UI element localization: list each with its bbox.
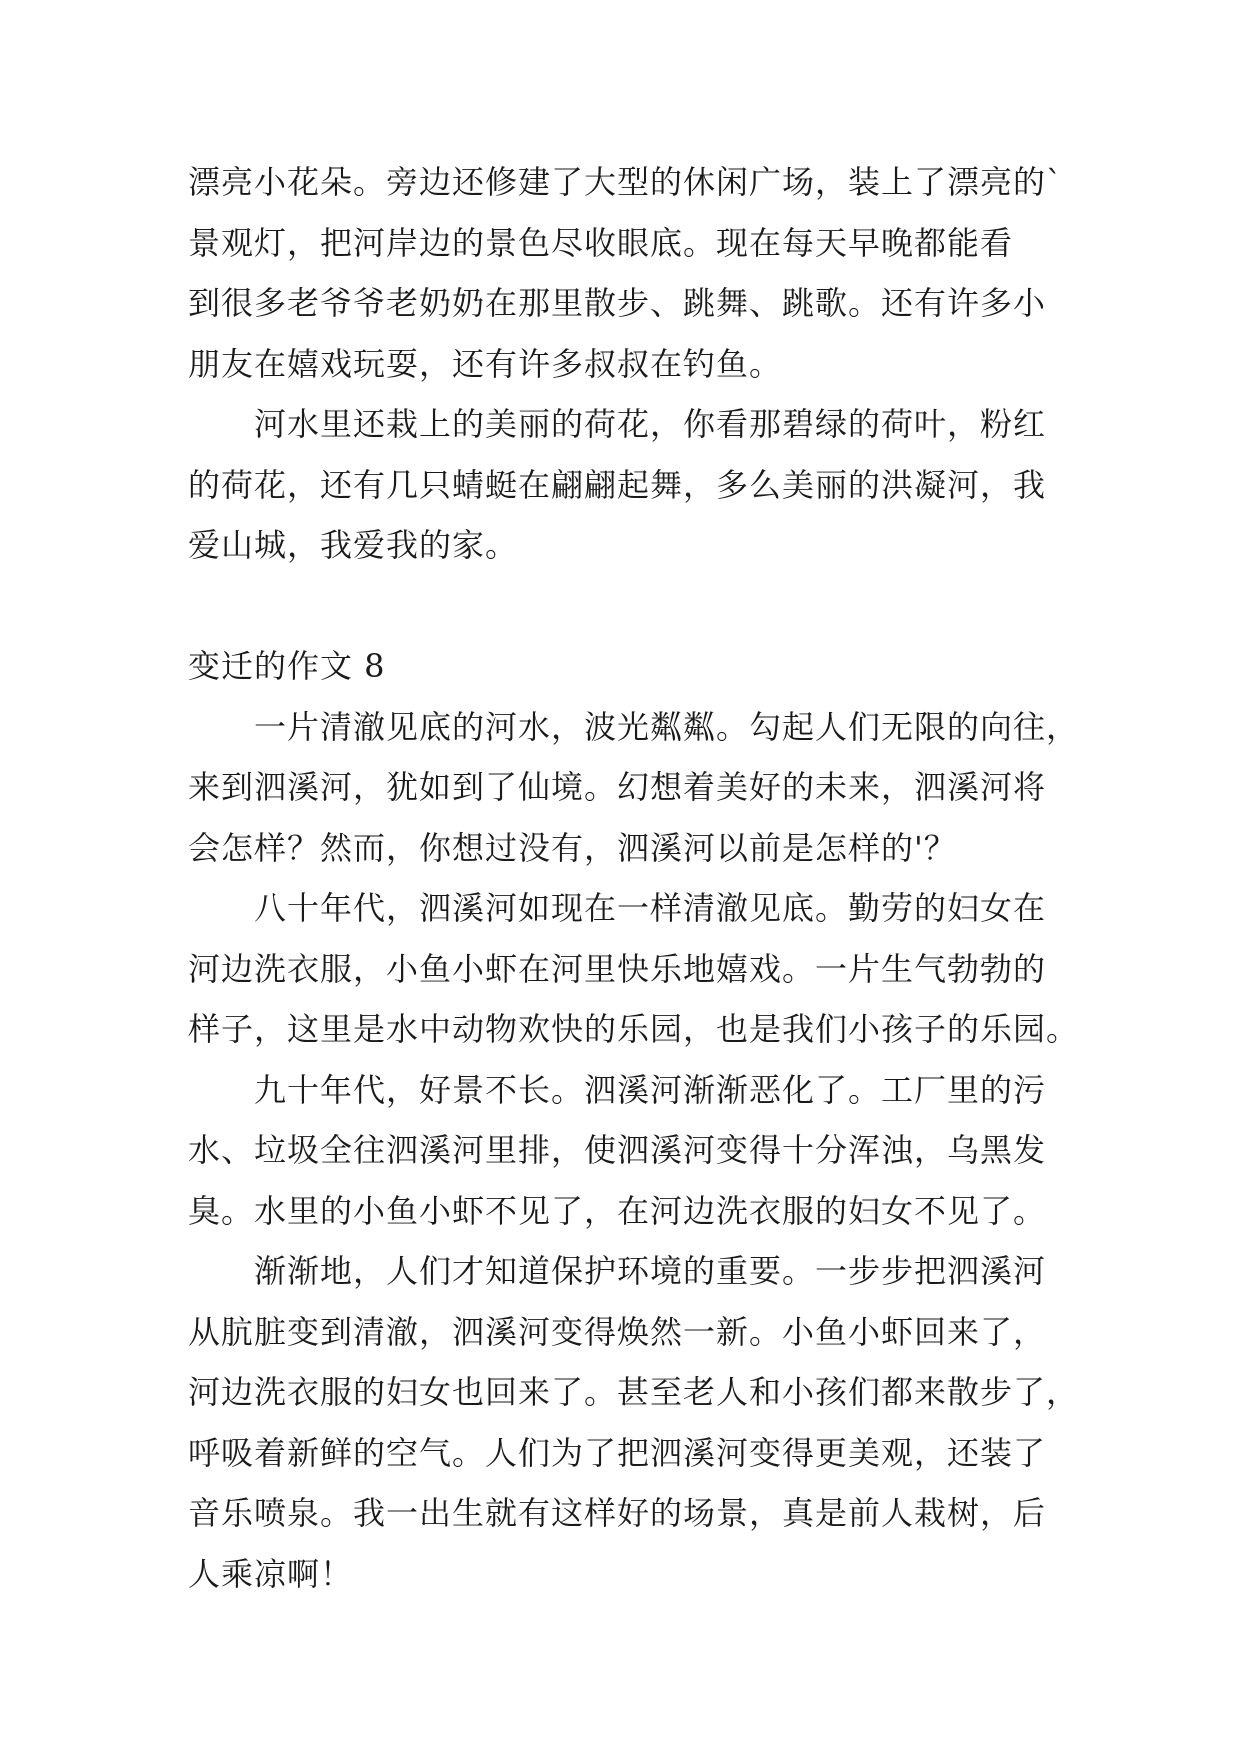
text-line: 漂亮小花朵。旁边还修建了大型的休闲广场，装上了漂亮的` (188, 163, 1064, 201)
text-line: 水、垃圾全往泗溪河里排，使泗溪河变得十分浑浊，乌黑发 (188, 1131, 1047, 1169)
text-line: 会怎样？然而，你想过没有，泗溪河以前是怎样的'？ (188, 828, 957, 867)
paragraph-start-line: 九十年代，好景不长。泗溪河渐渐恶化了。工厂里的污 (254, 1070, 1047, 1109)
text-line: 朋友在嬉戏玩耍，还有许多叔叔在钓鱼。 (188, 344, 783, 383)
text-line: 的荷花，还有几只蜻蜓在翩翩起舞，多么美丽的洪凝河，我 (188, 465, 1047, 504)
text-line: 河边洗衣服的妇女也回来了。甚至老人和小孩们都来散步了， (188, 1373, 1080, 1411)
text-line: 样子，这里是水中动物欢快的乐园，也是我们小孩子的乐园。 (188, 1010, 1080, 1048)
paragraph-start-line: 河水里还栽上的美丽的荷花，你看那碧绿的荷叶，粉红 (254, 405, 1047, 443)
text-line: 人乘凉啊！ (188, 1554, 354, 1593)
text-line: 音乐喷泉。我一出生就有这样好的场景，真是前人栽树，后 (188, 1494, 1047, 1532)
text-line: 臭。水里的小鱼小虾不见了，在河边洗衣服的妇女不见了。 (188, 1191, 1047, 1230)
text-line: 呼吸着新鲜的空气。人们为了把泗溪河变得更美观，还装了 (188, 1433, 1047, 1472)
text-line: 来到泗溪河，犹如到了仙境。幻想着美好的未来，泗溪河将 (188, 768, 1047, 806)
paragraph-start-line: 一片清澈见底的河水，波光粼粼。勾起人们无限的向往， (254, 707, 1080, 746)
paragraph-start-line: 渐渐地，人们才知道保护环境的重要。一步步把泗溪河 (254, 1252, 1047, 1290)
essay-title: 变迁的作文 8 (188, 647, 386, 685)
section-gap (188, 576, 1058, 637)
text-line: 爱山城，我爱我的家。 (188, 526, 519, 564)
text-line: 到很多老爷爷老奶奶在那里散步、跳舞、跳歌。还有许多小 (188, 284, 1047, 322)
paragraph-start-line: 八十年代，泗溪河如现在一样清澈见底。勤劳的妇女在 (254, 889, 1047, 927)
text-line: 河边洗衣服，小鱼小虾在河里快乐地嬉戏。一片生气勃勃的 (188, 949, 1047, 988)
essay-body (188, 152, 1080, 1604)
text-line: 从肮脏变到清澈，泗溪河变得焕然一新。小鱼小虾回来了， (188, 1312, 1047, 1351)
text-line: 景观灯，把河岸边的景色尽收眼底。现在每天早晚都能看 (188, 223, 1014, 262)
